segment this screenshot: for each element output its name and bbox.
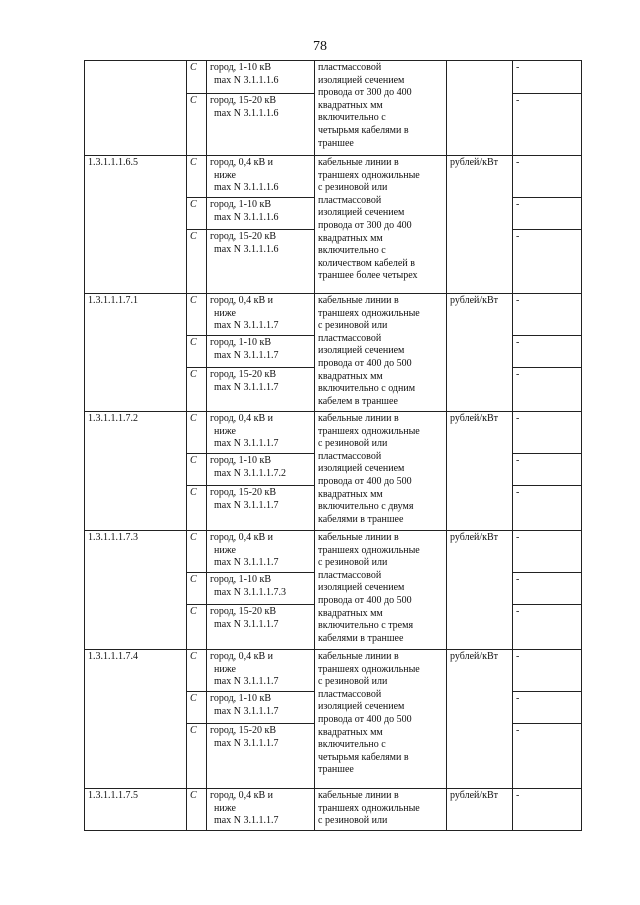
zone-cell: [207, 573, 315, 605]
description-line: включительно с двумя: [318, 501, 414, 513]
value-cell: -: [513, 789, 582, 831]
value-cell: -: [513, 573, 582, 605]
zone-line: город, 0,4 кВ и: [210, 532, 274, 543]
tariff-table-body: [85, 61, 582, 831]
zone-line: ниже: [214, 307, 236, 319]
zone-line: город, 1-10 кВ: [210, 337, 272, 348]
zone-line: город, 1-10 кВ: [210, 574, 272, 585]
unit-cell: рублей/кВт: [447, 156, 513, 294]
unit-cell: рублей/кВт: [447, 789, 513, 831]
zone-line: max N 3.1.1.1.7: [214, 705, 279, 717]
description-line: с резиновой или: [318, 320, 388, 332]
zone-line: max N 3.1.1.1.6: [214, 182, 279, 194]
description-cell: [315, 789, 447, 831]
zone-line: max N 3.1.1.1.7: [214, 676, 279, 688]
value-cell: -: [513, 486, 582, 531]
type-cell: С: [187, 573, 207, 605]
type-cell: С: [187, 531, 207, 573]
unit-cell: рублей/кВт: [447, 412, 513, 531]
description-line: включительно с: [318, 112, 386, 124]
type-cell: С: [187, 230, 207, 294]
table-row: [85, 61, 582, 94]
zone-line: ниже: [214, 802, 236, 814]
description-line: кабельные линии в: [318, 790, 399, 801]
page-number: 78: [313, 39, 327, 54]
description-line: кабельные линии в: [318, 295, 399, 306]
description-cell: [315, 61, 447, 156]
zone-line: ниже: [214, 544, 236, 556]
type-cell: С: [187, 486, 207, 531]
type-cell: С: [187, 605, 207, 650]
zone-line: город, 1-10 кВ: [210, 199, 272, 210]
type-cell: С: [187, 198, 207, 230]
description-line: траншеях одножильные: [318, 169, 420, 181]
type-cell: С: [187, 368, 207, 412]
description-line: кабельные линии в: [318, 651, 399, 662]
zone-cell: [207, 61, 315, 94]
description-line: четырьмя кабелями в: [318, 124, 409, 136]
description-line: с резиновой или: [318, 815, 388, 827]
description-line: провода от 400 до 500: [318, 594, 412, 606]
unit-cell: [447, 61, 513, 156]
description-line: пластмассовой: [318, 62, 382, 73]
description-line: квадратных мм: [318, 232, 383, 244]
description-line: траншеях одножильные: [318, 425, 420, 437]
type-cell: С: [187, 94, 207, 156]
table-row: [85, 156, 582, 198]
zone-cell: [207, 531, 315, 573]
value-cell: -: [513, 412, 582, 454]
description-line: кабелями в траншее: [318, 513, 404, 525]
zone-line: город, 15-20 кВ: [210, 725, 277, 736]
unit-cell: рублей/кВт: [447, 294, 513, 412]
zone-line: ниже: [214, 425, 236, 437]
description-line: траншее: [318, 764, 354, 776]
description-line: изоляцией сечением: [318, 74, 405, 86]
description-line: изоляцией сечением: [318, 207, 405, 219]
type-cell: С: [187, 336, 207, 368]
zone-line: max N 3.1.1.1.6: [214, 107, 279, 119]
description-line: с резиновой или: [318, 676, 388, 688]
zone-line: max N 3.1.1.1.7.2: [214, 467, 286, 479]
zone-line: max N 3.1.1.1.7: [214, 618, 279, 630]
code-cell: 1.3.1.1.1.6.5: [85, 156, 187, 294]
type-cell: С: [187, 692, 207, 724]
description-line: провода от 300 до 400: [318, 219, 412, 231]
description-line: квадратных мм: [318, 99, 383, 111]
zone-line: ниже: [214, 663, 236, 675]
value-cell: -: [513, 531, 582, 573]
description-line: траншеях одножильные: [318, 802, 420, 814]
description-line: квадратных мм: [318, 726, 383, 738]
zone-line: max N 3.1.1.1.7: [214, 557, 279, 569]
description-line: пластмассовой: [318, 194, 382, 206]
description-line: изоляцией сечением: [318, 582, 405, 594]
zone-line: город, 15-20 кВ: [210, 487, 277, 498]
zone-line: город, 15-20 кВ: [210, 606, 277, 617]
zone-line: город, 0,4 кВ и: [210, 790, 274, 801]
description-line: пластмассовой: [318, 688, 382, 700]
zone-line: город, 1-10 кВ: [210, 62, 272, 73]
zone-line: max N 3.1.1.1.7: [214, 381, 279, 393]
unit-cell: рублей/кВт: [447, 531, 513, 650]
zone-cell: [207, 94, 315, 156]
zone-cell: [207, 605, 315, 650]
description-line: включительно с тремя: [318, 620, 414, 632]
description-line: кабельные линии в: [318, 413, 399, 424]
value-cell: -: [513, 294, 582, 336]
zone-line: max N 3.1.1.1.7.3: [214, 586, 286, 598]
zone-line: город, 0,4 кВ и: [210, 157, 274, 168]
description-line: кабелями в траншее: [318, 632, 404, 644]
zone-line: max N 3.1.1.1.6: [214, 243, 279, 255]
tariff-table: [84, 60, 582, 831]
description-line: количеством кабелей в: [318, 257, 415, 269]
description-line: траншее более четырех: [318, 270, 418, 282]
description-line: кабельные линии в: [318, 157, 399, 168]
zone-line: max N 3.1.1.1.7: [214, 349, 279, 361]
table-row: [85, 412, 582, 454]
value-cell: -: [513, 368, 582, 412]
description-line: траншеях одножильные: [318, 544, 420, 556]
zone-line: max N 3.1.1.1.7: [214, 438, 279, 450]
zone-cell: [207, 486, 315, 531]
description-line: провода от 300 до 400: [318, 87, 412, 99]
description-line: четырьмя кабелями в: [318, 751, 409, 763]
zone-line: город, 1-10 кВ: [210, 693, 272, 704]
description-line: с резиновой или: [318, 557, 388, 569]
value-cell: -: [513, 198, 582, 230]
description-line: включительно с одним: [318, 383, 416, 395]
description-cell: [315, 650, 447, 789]
code-cell: 1.3.1.1.1.7.2: [85, 412, 187, 531]
description-line: провода от 400 до 500: [318, 475, 412, 487]
value-cell: -: [513, 650, 582, 692]
description-cell: [315, 412, 447, 531]
code-cell: 1.3.1.1.1.7.5: [85, 789, 187, 831]
description-line: траншее: [318, 137, 354, 149]
description-line: квадратных мм: [318, 488, 383, 500]
value-cell: -: [513, 454, 582, 486]
code-cell: 1.3.1.1.1.7.3: [85, 531, 187, 650]
description-cell: [315, 156, 447, 294]
zone-cell: [207, 412, 315, 454]
zone-cell: [207, 724, 315, 789]
zone-cell: [207, 156, 315, 198]
zone-line: город, 0,4 кВ и: [210, 413, 274, 424]
value-cell: -: [513, 692, 582, 724]
zone-line: город, 0,4 кВ и: [210, 651, 274, 662]
zone-cell: [207, 650, 315, 692]
description-line: пластмассовой: [318, 332, 382, 344]
type-cell: С: [187, 412, 207, 454]
table-row: [85, 789, 582, 831]
code-cell: [85, 61, 187, 156]
zone-cell: [207, 368, 315, 412]
zone-line: город, 15-20 кВ: [210, 231, 277, 242]
zone-line: город, 1-10 кВ: [210, 455, 272, 466]
type-cell: С: [187, 454, 207, 486]
description-line: квадратных мм: [318, 370, 383, 382]
table-row: [85, 650, 582, 692]
zone-line: max N 3.1.1.1.7: [214, 499, 279, 511]
description-line: траншеях одножильные: [318, 307, 420, 319]
zone-cell: [207, 230, 315, 294]
description-line: с резиновой или: [318, 438, 388, 450]
zone-line: город, 0,4 кВ и: [210, 295, 274, 306]
type-cell: С: [187, 294, 207, 336]
value-cell: -: [513, 94, 582, 156]
type-cell: С: [187, 61, 207, 94]
zone-line: max N 3.1.1.1.6: [214, 74, 279, 86]
description-line: пластмассовой: [318, 569, 382, 581]
zone-cell: [207, 294, 315, 336]
zone-cell: [207, 198, 315, 230]
description-line: квадратных мм: [318, 607, 383, 619]
value-cell: -: [513, 724, 582, 789]
code-cell: 1.3.1.1.1.7.1: [85, 294, 187, 412]
description-line: провода от 400 до 500: [318, 713, 412, 725]
description-line: провода от 400 до 500: [318, 357, 412, 369]
type-cell: С: [187, 724, 207, 789]
zone-cell: [207, 336, 315, 368]
zone-line: max N 3.1.1.1.7: [214, 320, 279, 332]
description-cell: [315, 531, 447, 650]
description-line: с резиновой или: [318, 182, 388, 194]
description-line: включительно с: [318, 739, 386, 751]
code-cell: 1.3.1.1.1.7.4: [85, 650, 187, 789]
zone-line: город, 15-20 кВ: [210, 95, 277, 106]
description-line: изоляцией сечением: [318, 701, 405, 713]
zone-line: max N 3.1.1.1.7: [214, 815, 279, 827]
unit-cell: рублей/кВт: [447, 650, 513, 789]
zone-cell: [207, 692, 315, 724]
description-line: кабельные линии в: [318, 532, 399, 543]
value-cell: -: [513, 336, 582, 368]
value-cell: -: [513, 605, 582, 650]
type-cell: С: [187, 789, 207, 831]
zone-cell: [207, 454, 315, 486]
type-cell: С: [187, 156, 207, 198]
description-line: изоляцией сечением: [318, 345, 405, 357]
description-line: изоляцией сечением: [318, 463, 405, 475]
description-line: включительно с: [318, 245, 386, 257]
zone-line: max N 3.1.1.1.7: [214, 737, 279, 749]
zone-line: ниже: [214, 169, 236, 181]
description-line: траншеях одножильные: [318, 663, 420, 675]
table-row: [85, 294, 582, 336]
description-line: пластмассовой: [318, 450, 382, 462]
value-cell: -: [513, 156, 582, 198]
value-cell: -: [513, 230, 582, 294]
type-cell: С: [187, 650, 207, 692]
zone-line: город, 15-20 кВ: [210, 369, 277, 380]
description-line: кабелем в траншее: [318, 395, 398, 407]
zone-cell: [207, 789, 315, 831]
description-cell: [315, 294, 447, 412]
value-cell: -: [513, 61, 582, 94]
table-row: [85, 531, 582, 573]
zone-line: max N 3.1.1.1.6: [214, 211, 279, 223]
